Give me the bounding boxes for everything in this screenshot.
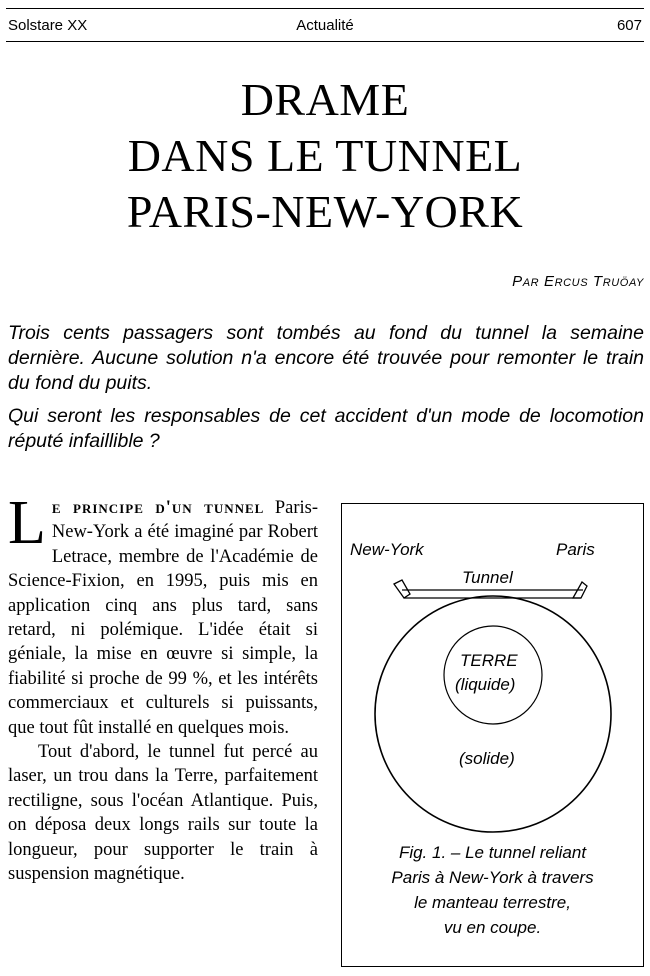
smallcaps-intro: e principe d'un tunnel — [51, 498, 265, 518]
byline: Par Ercus Truöay — [512, 273, 644, 290]
body-paragraph-1 — [8, 489, 318, 740]
lead-paragraph-2: Qui seront les responsables de cet accident d'un mode de locomotion réputé infaillible ? — [8, 405, 644, 452]
body-paragraph-2: Tout d'abord, le tunnel fut percé au laser, un trou dans la Terre, parfaitement rectiligne, sous l'océan Atlantique. Puis, on déposa deux longs rails sur toute la longueur, pour supporter le train à suspension magnétique. — [8, 742, 318, 885]
page-number: 607 — [616, 17, 642, 34]
title-line-3: PARIS-NEW-YORK — [126, 186, 524, 237]
caption-line-3: le manteau terrestre, — [414, 893, 571, 912]
label-paris: Paris — [556, 540, 595, 559]
lead-paragraphs — [8, 321, 644, 462]
title-line-2: DANS LE TUNNEL — [127, 130, 523, 181]
label-newyork: New-York — [350, 540, 424, 559]
caption-line-2: Paris à New-York à travers — [391, 868, 594, 887]
body-text — [8, 489, 318, 887]
journal-name: Solstare XX — [8, 17, 88, 34]
article-title — [0, 72, 650, 240]
caption-line-1: Fig. 1. – Le tunnel reliant — [398, 843, 587, 862]
drop-cap: L — [8, 489, 46, 557]
section-name: Actualité — [296, 17, 354, 34]
lead-paragraph-1: Trois cents passagers sont tombés au fond du tunnel la semaine dernière. Aucune solution n'a encore été trouvée pour remonter le train du fond du puits. — [8, 322, 644, 394]
label-tunnel: Tunnel — [462, 568, 513, 587]
title-line-1: DRAME — [240, 74, 410, 125]
label-core: TERRE — [460, 651, 518, 670]
figure-box — [341, 503, 644, 967]
earth-outer-circle — [375, 596, 611, 832]
label-core-state: (liquide) — [455, 675, 516, 694]
label-mantle: (solide) — [459, 749, 515, 768]
body-paragraph-1-text: Paris-New-York a été imaginé par Robert Letrace, membre de l'Académie de Science-Fixion, en 1995, puis mis en application cinq ans plus tard, sans retard, ni polémique. L'idée était si géniale, la mise en œuvre si simple, la fiabilité si proche de 99 %, et les intérêts commerciaux et culturels si puissants, que tout fût installé en quelques mois. — [8, 498, 318, 738]
newyork-station-marker — [394, 580, 410, 598]
running-header — [6, 8, 644, 42]
caption-line-4: vu en coupe. — [443, 918, 542, 937]
figure-caption — [352, 840, 633, 940]
